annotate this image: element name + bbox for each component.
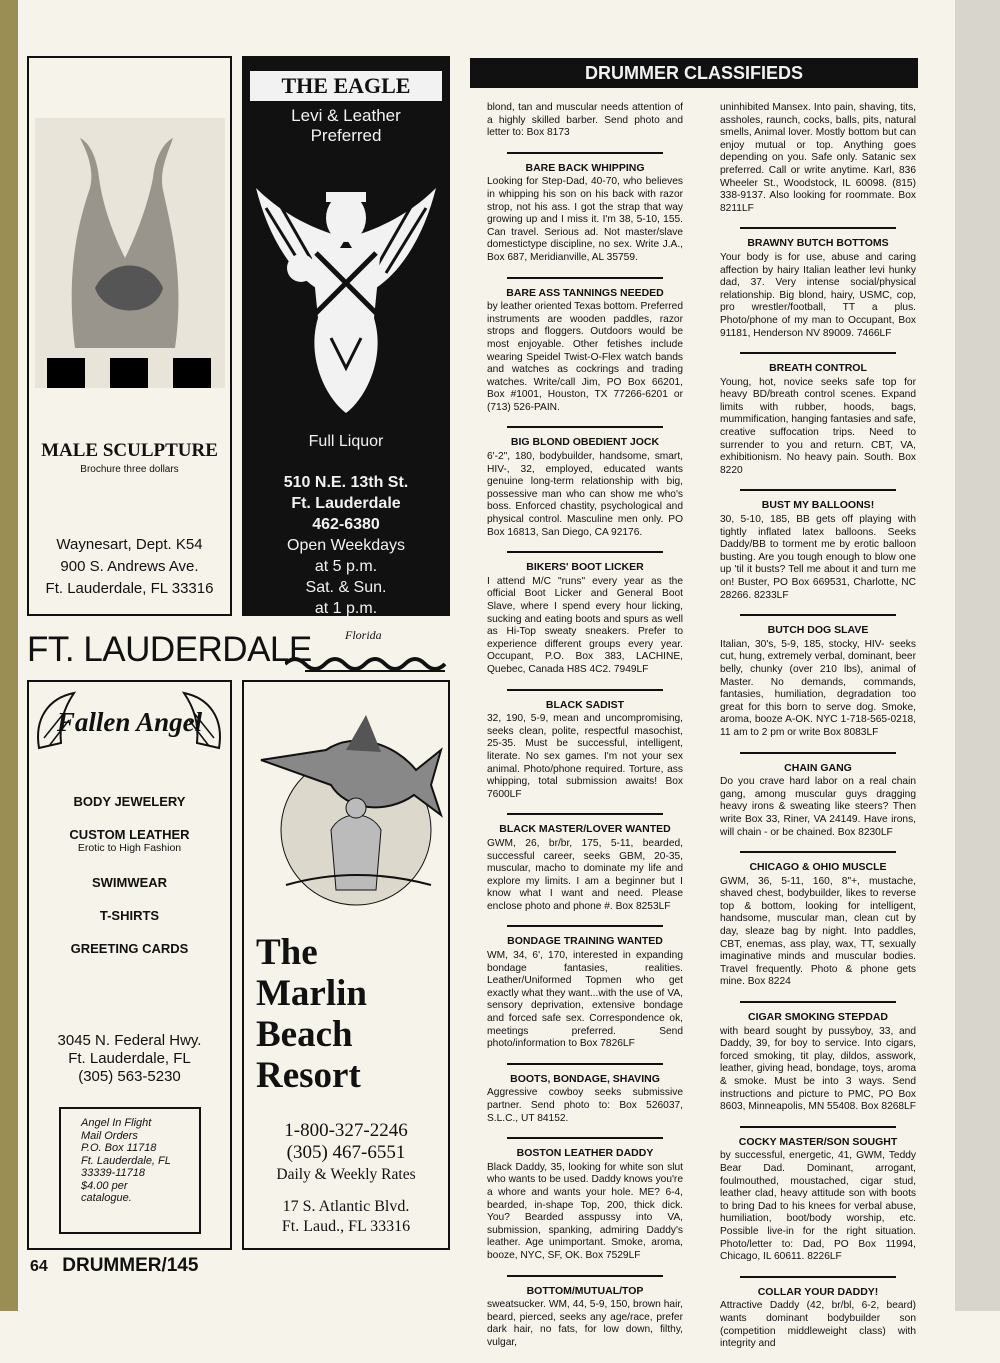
classified-title: COCKY MASTER/SON SOUGHT: [738, 1135, 898, 1148]
marlin-fish-illustration: [246, 690, 446, 920]
classified-ad: [720, 489, 916, 602]
marlin-address: [244, 1197, 448, 1237]
resort-name-line: Beach: [256, 1014, 353, 1055]
classified-title: BLACK SADIST: [545, 698, 625, 711]
classified-title: BRAWNY BUTCH BOTTOMS: [747, 237, 889, 250]
marlin-phones: [244, 1120, 448, 1164]
marlin-beach-ad: [242, 680, 450, 1250]
classified-title: CHAIN GANG: [784, 761, 852, 774]
classified-title: BIG BLOND OBEDIENT JOCK: [510, 436, 660, 449]
classified-ad: [487, 152, 683, 265]
hours-line: at 5 p.m.: [314, 558, 378, 575]
tagline-line: Levi & Leather: [291, 106, 401, 125]
classified-body: blond, tan and muscular needs attention of a highly skilled barber. Send photo and letter to: Box 8173: [487, 102, 683, 139]
classified-ad: [487, 551, 683, 676]
divider: [507, 551, 663, 553]
banner-state: Florida: [345, 628, 382, 642]
classified-title: BIKERS' BOOT LICKER: [526, 561, 644, 574]
classified-body: Aggressive cowboy seeks submissive partner. Send photo to: Box 526037, S.L.C., UT 84152.: [487, 1087, 683, 1124]
classified-body: Attractive Daddy (42, br/bl, 6-2, beard) wants dominant bodybuilder son (competition middleweight class) with integrity and: [720, 1300, 916, 1350]
divider: [507, 1275, 663, 1277]
address-line: 17 S. Atlantic Blvd.: [282, 1198, 410, 1215]
classified-ad: [487, 1137, 683, 1262]
divider: [507, 426, 663, 428]
classified-ad: [720, 102, 916, 215]
resort-name-line: Resort: [256, 1055, 361, 1096]
divider: [740, 489, 896, 491]
divider: [740, 1276, 896, 1278]
classified-ad: [720, 1276, 916, 1351]
classified-title: BLACK MASTER/LOVER WANTED: [499, 823, 671, 836]
divider: [740, 227, 896, 229]
divider: [740, 1126, 896, 1128]
item-greeting-cards: GREETING CARDS: [70, 941, 189, 956]
mail-order-line: catalogue.: [81, 1192, 132, 1204]
fallen-angel-items: [29, 794, 230, 956]
classified-body: sweatsucker. WM, 44, 5-9, 150, brown hair, beard, pierced, seeks any age/race, prefer dark hair, no fats, for low down, filthy, vulgar,: [487, 1299, 683, 1348]
divider: [507, 813, 663, 815]
address-line: Ft. Lauderdale, FL 33316: [45, 580, 214, 597]
hours-line: Open Weekdays: [287, 537, 405, 554]
mail-order-line: P.O. Box 11718: [81, 1142, 157, 1154]
page-edge-left: [0, 0, 18, 1311]
fallen-angel-address: [29, 1032, 230, 1086]
divider: [740, 851, 896, 853]
address-line: Waynesart, Dept. K54: [56, 536, 203, 553]
mail-order-box: [59, 1107, 201, 1234]
classified-title: BUTCH DOG SLAVE: [767, 624, 869, 637]
divider: [507, 689, 663, 691]
phone-number: 1-800-327-2246: [284, 1120, 408, 1141]
classified-body: Do you crave hard labor on a real chain gang, among muscular guys dragging heavy irons & sweating like steers? Then write Box 33, Riner, VA 24149. Have irons, will chain - or be chained. Box 8230LF: [720, 776, 916, 838]
address-line: 3045 N. Federal Hwy.: [57, 1032, 202, 1049]
divider: [740, 352, 896, 354]
classifieds-header: [470, 58, 918, 88]
eagle-hours: [244, 535, 448, 619]
classified-title: BOTTOM/MUTUAL/TOP: [526, 1284, 644, 1297]
male-sculpture-title: MALE SCULPTURE: [41, 440, 218, 461]
classified-ad: [487, 925, 683, 1050]
classified-ad: [487, 813, 683, 913]
eagle-tagline: [244, 106, 448, 146]
classified-ad: [487, 426, 683, 539]
phone-number: (305) 467-6551: [286, 1142, 406, 1163]
classified-body: by leather oriented Texas bottom. Preferred instruments are wooden paddles, razor strops and floggers. Outdoors would be most enjoyable. Other fetishes include wearing Speidel Twist-O-Flex watch bands and watches as cockrings and trading watches. Write/call Jim, PO Box 66201, Box #1001, Houston, TX 77266-6201 or (713) 526-PAIN.: [487, 301, 683, 413]
divider: [740, 614, 896, 616]
banner-city: FT. LAUDERDALE: [27, 630, 312, 669]
divider: [507, 152, 663, 154]
classified-body: Your body is for use, abuse and caring affection by hairy Italian leather levi hunky dad, 37. Very intense social/physical relationship. Big blond, hairy, USMC, cop, pro wrestler/football, TT a plus. Photo/phone of my man to Occupant, Box 91181, Henderson NV 89009. 7466LF: [720, 251, 916, 339]
classified-body: GWM, 26, br/br, 175, 5-11, bearded, successful career, seeks GBM, 20-35, muscular, macho to dominate my life and explore my limits. I am a beginner but I know what I want and need. Please enclose photo and phone #. Box 8253LF: [487, 837, 683, 912]
classifieds-column-2: [720, 102, 916, 1363]
classified-ad: [720, 614, 916, 739]
mail-order-line: 33339-11718: [81, 1167, 146, 1179]
fallen-angel-ad: [27, 680, 232, 1250]
male-sculpture-ad: [27, 56, 232, 616]
eagle-address-line: 510 N.E. 13th St.: [283, 474, 409, 491]
classified-body: 30, 5-10, 185, BB gets off playing with tightly inflated latex balloons. Seeks Daddy/BB to torment me by erotic balloon busting. Are you tough enough to blow one up 'til it busts? Tell me about it and turn me on! Buster, PO Box 669531, Charlotte, NC 28266. 8233LF: [720, 514, 916, 601]
classified-ad: [487, 689, 683, 802]
classified-body: I attend M/C "runs" every year as the official Boot Licker and General Boot Slave, where I spend every hour licking, sucking and eating boots and spurs as well as Hi-Top sweaty sneakers. Prefer to experience different groups every year. Occupant, P.O. Box 383, LACHINE, Quebec, Canada H8S 4C2. 7949LF: [487, 575, 683, 675]
mail-order-line: Mail Orders: [81, 1129, 138, 1142]
item-swimwear: SWIMWEAR: [91, 875, 168, 890]
divider: [507, 277, 663, 279]
marlin-resort-name: [256, 932, 446, 1096]
classified-ad: [487, 1063, 683, 1125]
classified-body: Black Daddy, 35, looking for white son slut who wants to be used. Daddy knows you're a whore and wants your hole. ME? 6-4, bearded, in-shape Top, 200, thick dick. You? Bearded asspussy into VA, submission, spanking, admiring Daddy's leather. Age unimportant. Smoke, aroma, booze, NYC, SF, OK. Box 7529LF: [487, 1161, 683, 1261]
classified-body: uninhibited Mansex. Into pain, shaving, tits, assholes, raunch, cocks, balls, pits, natural smells, Animal lover. Mostly bottom but can enjoy mutual or top. Anything goes depending on you. Safe only. Satanic sex preferred. Call or write anytime. Karl, 836 Wheeler St., Woodstock, IL 60098. (815) 338-9137. Also looking for roommate. Box 8211LF: [720, 102, 916, 214]
classified-body: Looking for Step-Dad, 40-70, who believes in whipping his son on his back with razor strop, not his ass. I got the strap that way growing up and I miss it. I'm 38, 5-10, 155. Can travel. Serious ad. Not master/slave domestictype discipline, no sex. Write J.A., Box 687, Meridianville, AL 35759.: [487, 176, 683, 263]
item-body-jewelery: BODY JEWELERY: [73, 794, 186, 809]
classified-body: 32, 190, 5-9, mean and uncompromising, seeks clean, polite, respectful masochist, 25-35. Must be successful, intelligent, literate. No sex games. I'm not your sex animal. Photo/phone required. Torture, ass whipping, total submission awaits! Box 7600LF: [487, 713, 683, 800]
classifieds-title: DRUMMER CLASSIFIEDS: [584, 63, 803, 83]
classified-body: with beard sought by pussyboy, 33, and Daddy, 39, for boy to service. Into cigars, forced smoking, tit play, dildos, asswork, leather, giving head, bondage, toys, aroma & smoke. Must be into 3 ways. Send instructions and picture to PMC, PO Box 8603, Minneapolis, MN 55408. Box 8268LF: [720, 1025, 916, 1113]
eagle-phone: 462-6380: [312, 516, 380, 533]
divider: [507, 1063, 663, 1065]
address-line: 900 S. Andrews Ave.: [60, 558, 199, 575]
classified-title: BOOTS, BONDAGE, SHAVING: [510, 1072, 660, 1085]
mail-order-line: $4.00 per: [81, 1179, 128, 1192]
resort-name-line: Marlin: [256, 973, 367, 1014]
issue-number: DRUMMER/145: [62, 1255, 199, 1276]
eagle-address: [244, 472, 448, 535]
classified-body: Italian, 30's, 5-9, 185, stocky, HIV- seeks cut, hung, extremely verbal, dominant, beer belly, chunky (over 210 lbs), animal of Master. No demands, commands, fantasies, humiliation, degradation too great for this born to serve dog. Smoke, aroma, booze A-OK. NYC 1-718-565-0218, 11 am to 2 pm or write Box 8083LF: [720, 638, 916, 738]
address-line: Ft. Lauderdale, FL: [68, 1050, 191, 1067]
page-edge-right: [955, 0, 1000, 1311]
mail-order-line: Angel In Flight: [81, 1117, 152, 1129]
classifieds-column-1: [487, 102, 683, 1362]
classified-ad: [487, 1275, 683, 1350]
resort-name-line: The: [256, 932, 318, 973]
divider: [740, 752, 896, 754]
classified-title: CIGAR SMOKING STEPDAD: [747, 1011, 888, 1024]
fallen-angel-logo: Fallen Angel: [56, 707, 203, 737]
classified-title: BUST MY BALLOONS!: [761, 499, 875, 512]
classified-ad: [720, 227, 916, 340]
classified-ad: [487, 277, 683, 415]
classified-title: CHICAGO & OHIO MUSCLE: [749, 861, 887, 874]
classified-ad: [720, 352, 916, 477]
page-number: 64: [30, 1258, 48, 1275]
item-erotic-fashion: Erotic to High Fashion: [77, 842, 182, 854]
classified-ad: [720, 1001, 916, 1114]
ft-lauderdale-banner: [27, 628, 457, 676]
address-line: Ft. Laud., FL 33316: [281, 1218, 411, 1235]
page-footer: [30, 1255, 198, 1277]
classified-title: BREATH CONTROL: [769, 362, 867, 375]
classified-ad: [720, 851, 916, 989]
sculpture-photo: [35, 118, 225, 388]
classified-ad: [487, 102, 683, 140]
item-custom-leather: CUSTOM LEATHER: [69, 827, 190, 842]
eagle-title: THE EAGLE: [250, 71, 442, 101]
classified-title: BARE BACK WHIPPING: [525, 161, 645, 174]
classified-body: by successful, energetic, 41, GWM, Teddy Bear Dad. Dominant, arrogant, foulmouthed, moustached, cigar stud, leather clad, heavy attitude son with boots to bring Dad to his knees for verbal abuse, humiliation, boot/body worship, etc. Possible live-in for the right situation. Photo/letter to: Dad, PO Box 11994, Chicago, IL 60611. 8226LF: [720, 1150, 916, 1263]
eagle-ad: [242, 56, 450, 616]
classified-title: BOSTON LEATHER DADDY: [516, 1147, 654, 1160]
eagle-liquor: Full Liquor: [308, 433, 384, 450]
tagline-line: Preferred: [310, 126, 382, 145]
phone-number: (305) 563-5230: [78, 1068, 181, 1085]
eagle-leatherman-illustration: [246, 168, 446, 418]
mail-order-line: Ft. Lauderdale, FL: [81, 1154, 171, 1167]
item-t-shirts: T-SHIRTS: [99, 908, 160, 923]
classified-ad: [720, 752, 916, 840]
eagle-address-line: Ft. Lauderdale: [291, 495, 401, 512]
marlin-rates: Daily & Weekly Rates: [276, 1166, 416, 1183]
classified-title: BONDAGE TRAINING WANTED: [507, 935, 663, 948]
male-sculpture-subtitle: Brochure three dollars: [80, 464, 179, 475]
male-sculpture-address: [29, 534, 230, 600]
classified-title: BARE ASS TANNINGS NEEDED: [506, 286, 664, 299]
classified-body: Young, hot, novice seeks safe top for heavy BD/breath control scenes. Expand limits with rubber, hoods, bags, mummification, hanging fantasies and safe, creative suffocation trips. Need to surrender to you and return. CBT, VA, exhibitionism. No heavy pain. South. Box 8220: [720, 376, 916, 476]
hours-line: Sat. & Sun.: [305, 579, 387, 596]
classified-body: 6'-2", 180, bodybuilder, handsome, smart, HIV-, 32, employed, educated wants genuine long-term relationship with big, possessive man who can show me who's boss. Enforced chastity, psychological and physical control. Masculine men only. PO Box 16813, San Diego, CA 92176.: [487, 451, 683, 538]
hours-line: at 1 p.m.: [314, 600, 378, 617]
classified-body: WM, 34, 6', 170, interested in expanding bondage fantasies, realities. Leather/Uniformed Topmen who get exactly what they want...with the use of VA, sensory deprivation, extensive bondage and forced safe sex. Correspondence ok, meetings preferred. Send photo/information to Box 7826LF: [487, 950, 683, 1050]
divider: [740, 1001, 896, 1003]
classified-ad: [720, 1126, 916, 1264]
classified-title: COLLAR YOUR DADDY!: [757, 1285, 879, 1298]
divider: [507, 1137, 663, 1139]
classified-body: GWM, 36, 5-11, 160, 8"+, mustache, shaved chest, bodybuilder, likes to reverse top & bottom, looking for intelligent, handsome, muscular man, clean cut by day, sleaze bag by night. Into paddles, CBT, enemas, ass play, wax, TT, sexually imaginative minds and muscular bodies. Travel frequently. Photo & phone gets mine. Box 8224: [720, 875, 916, 988]
divider: [507, 925, 663, 927]
